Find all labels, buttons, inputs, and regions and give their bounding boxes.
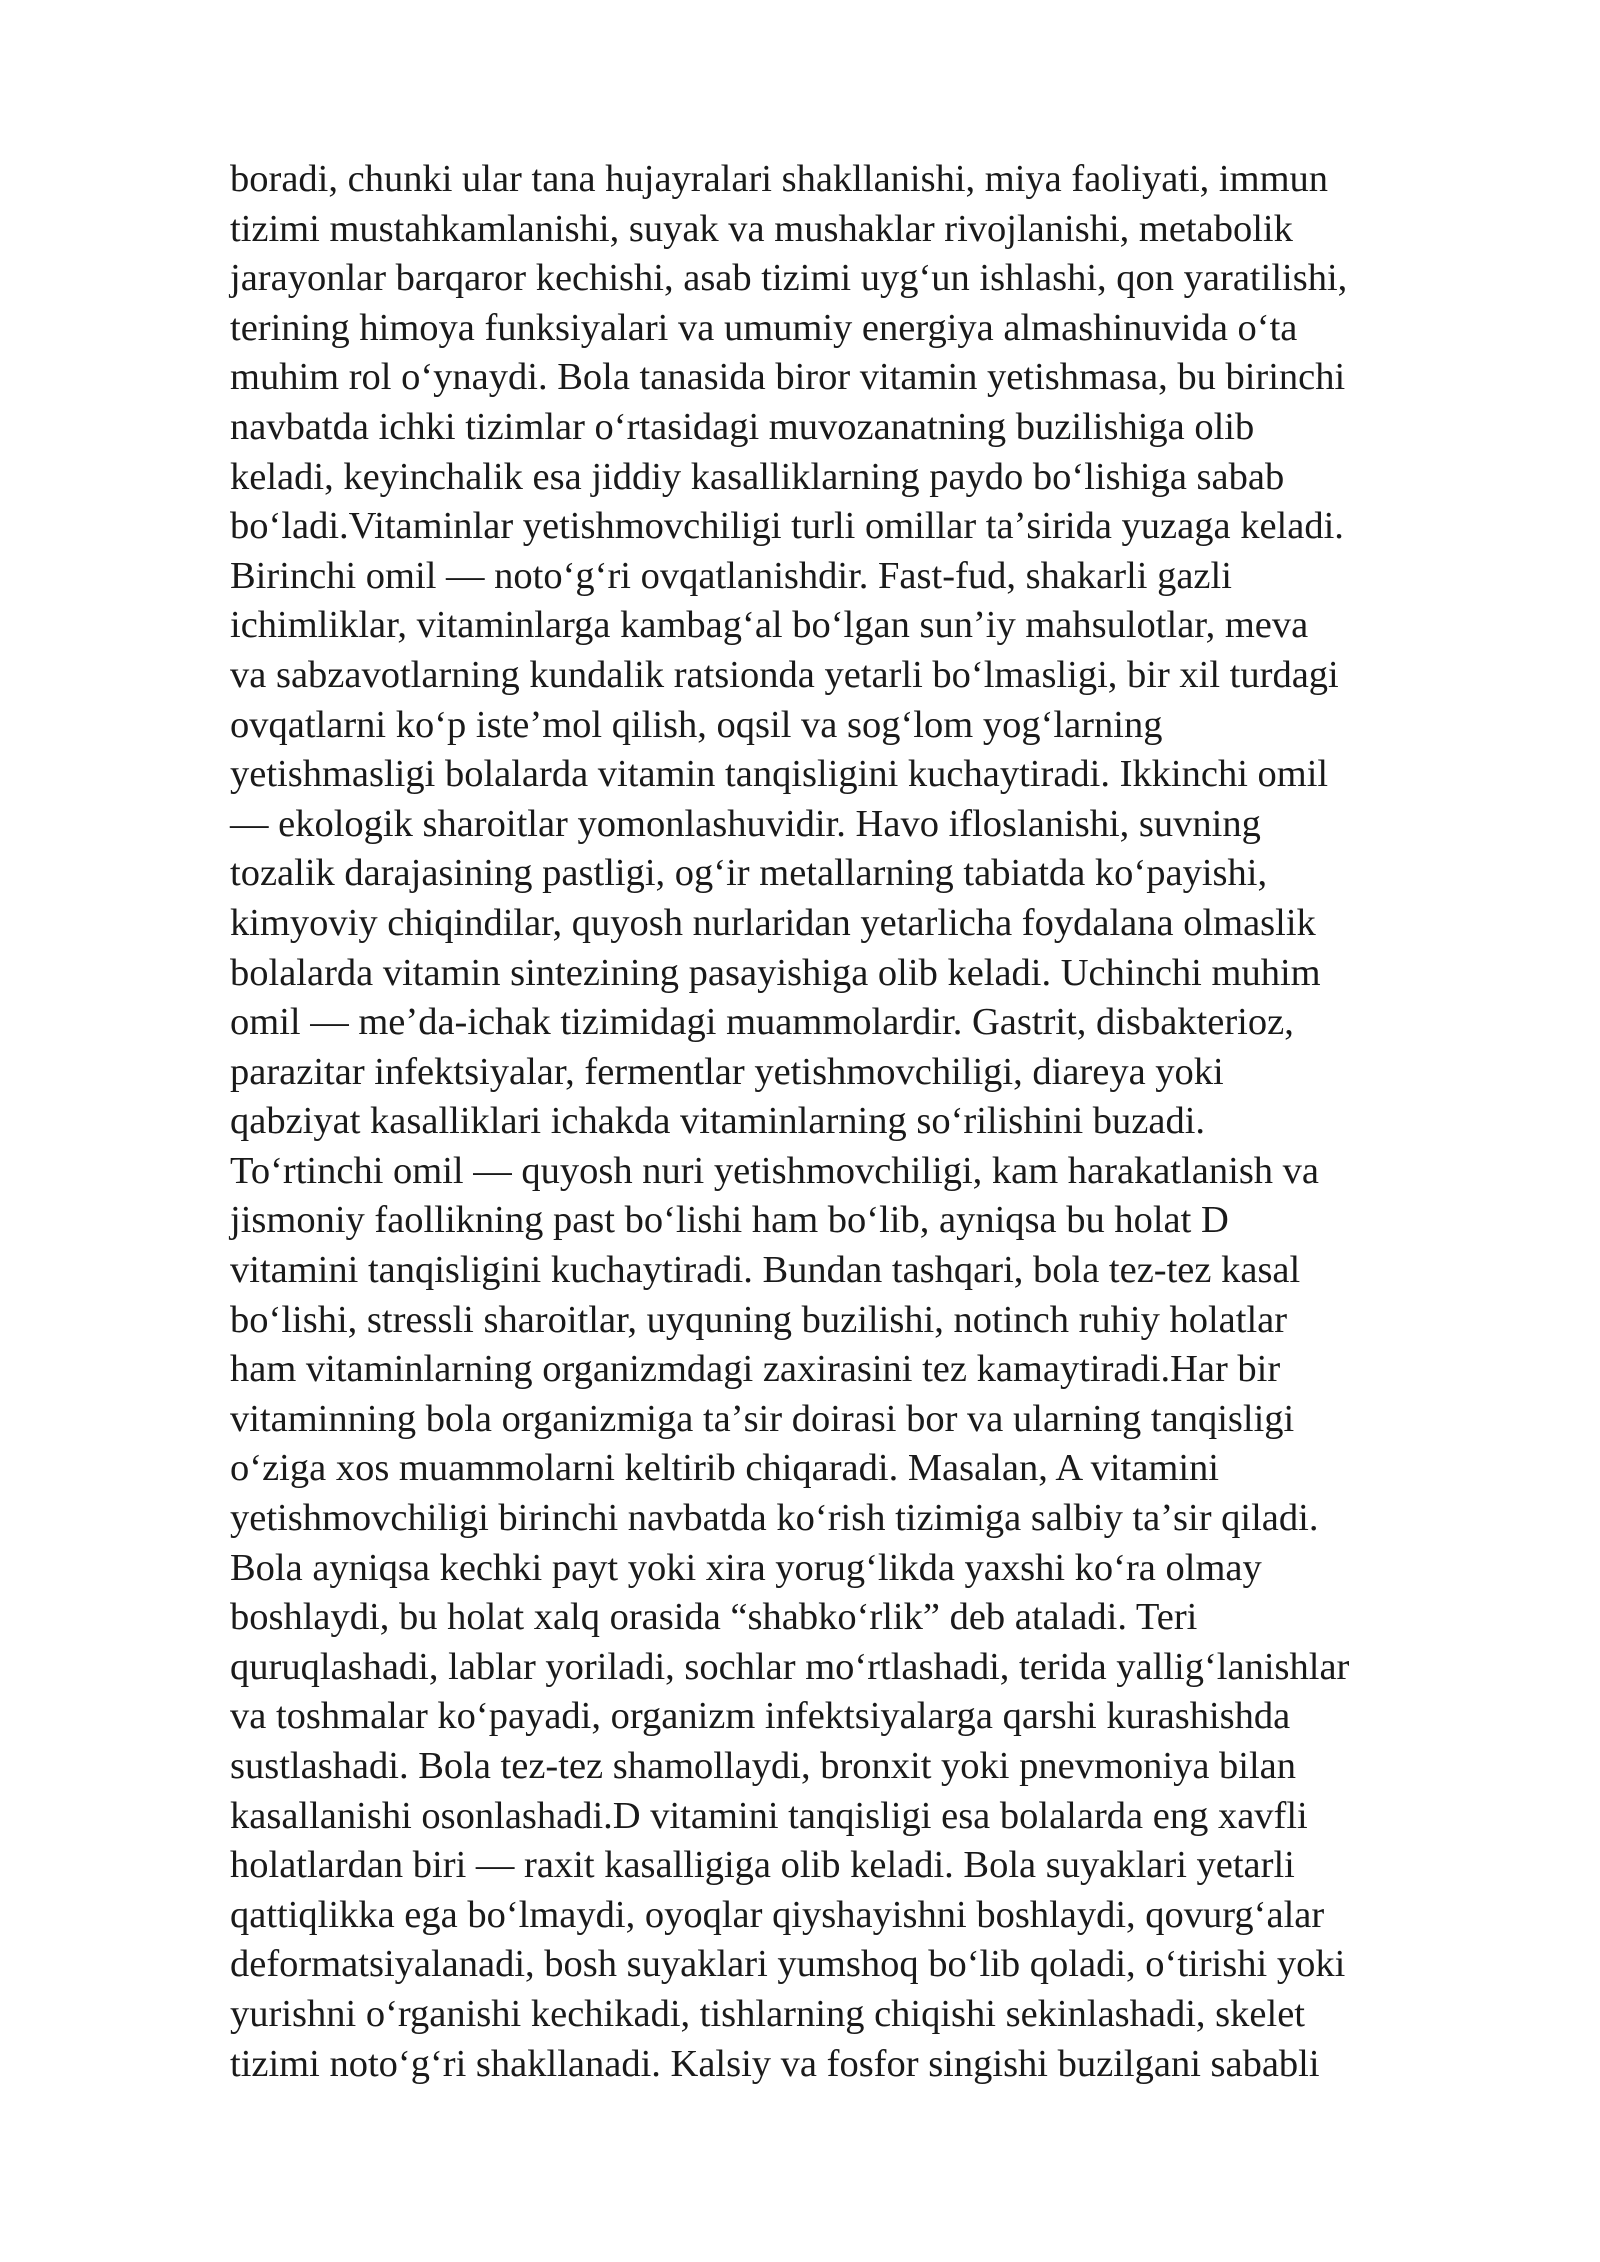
text-line: tizimi mustahkamlanishi, suyak va mushaklar rivojlanishi, metabolik	[230, 207, 1293, 250]
text-line: vitamini tanqisligini kuchaytiradi. Bundan tashqari, bola tez-tez kasal	[230, 1249, 1301, 1292]
text-line: omil — meʼda-ichak tizimidagi muammolardir. Gastrit, disbakterioz,	[230, 1001, 1294, 1044]
text-line: yetishmovchiligi birinchi navbatda koʻrish tizimiga salbiy taʼsir qiladi.	[230, 1497, 1319, 1540]
text-line: boʻladi.Vitaminlar yetishmovchiligi turli omillar taʼsirida yuzaga keladi.	[230, 505, 1344, 548]
text-line: Toʻrtinchi omil — quyosh nuri yetishmovchiligi, kam harakatlanish va	[230, 1149, 1320, 1192]
text-line: bolalarda vitamin sintezining pasayishiga olib keladi. Uchinchi muhim	[230, 951, 1321, 994]
text-line: qabziyat kasalliklari ichakda vitaminlarning soʻrilishini buzadi.	[230, 1100, 1206, 1143]
text-line: deformatsiyalanadi, bosh suyaklari yumshoq boʻlib qoladi, oʻtirishi yoki	[230, 1943, 1346, 1986]
text-line: Birinchi omil — notoʻgʻri ovqatlanishdir. Fast-fud, shakarli gazli	[230, 554, 1232, 597]
text-line: boshlaydi, bu holat xalq orasida “shabkoʻrlik” deb ataladi. Teri	[230, 1596, 1198, 1639]
text-line: keladi, keyinchalik esa jiddiy kasalliklarning paydo boʻlishiga sabab	[230, 455, 1285, 498]
text-line: holatlardan biri — raxit kasalligiga olib keladi. Bola suyaklari yetarli	[230, 1844, 1295, 1887]
text-line: jismoniy faollikning past boʻlishi ham boʻlib, ayniqsa bu holat D	[230, 1199, 1229, 1242]
body-text	[230, 155, 1500, 2089]
text-line: jarayonlar barqaror kechishi, asab tizimi uygʻun ishlashi, qon yaratilishi,	[230, 257, 1348, 300]
text-line: boʻlishi, stressli sharoitlar, uyquning buzilishi, notinch ruhiy holatlar	[230, 1298, 1288, 1341]
text-line: yetishmasligi bolalarda vitamin tanqisligini kuchaytiradi. Ikkinchi omil	[230, 753, 1329, 796]
text-line: ovqatlarni koʻp isteʼmol qilish, oqsil va sogʻlom yogʻlarning	[230, 703, 1163, 746]
text-line: va toshmalar koʻpayadi, organizm infektsiyalarga qarshi kurashishda	[230, 1695, 1291, 1738]
text-line: tizimi notoʻgʻri shakllanadi. Kalsiy va fosfor singishi buzilgani sababli	[230, 2042, 1320, 2085]
text-line: boradi, chunki ular tana hujayralari shakllanishi, miya faoliyati, immun	[230, 158, 1329, 200]
text-line: Bola ayniqsa kechki payt yoki xira yorugʻlikda yaxshi koʻra olmay	[230, 1546, 1262, 1589]
text-line: tozalik darajasining pastligi, ogʻir metallarning tabiatda koʻpayishi,	[230, 852, 1268, 895]
text-line: navbatda ichki tizimlar oʻrtasidagi muvozanatning buzilishiga olib	[230, 405, 1255, 448]
text-line: quruqlashadi, lablar yoriladi, sochlar moʻrtlashadi, terida yalligʻlanishlar	[230, 1645, 1350, 1688]
text-line: yurishni oʻrganishi kechikadi, tishlarning chiqishi sekinlashadi, skelet	[230, 1992, 1305, 2035]
text-line: — ekologik sharoitlar yomonlashuvidir. Havo ifloslanishi, suvning	[230, 802, 1261, 845]
text-line: kasallanishi osonlashadi.D vitamini tanqisligi esa bolalarda eng xavfli	[230, 1794, 1308, 1837]
text-line: sustlashadi. Bola tez-tez shamollaydi, bronxit yoki pnevmoniya bilan	[230, 1745, 1297, 1787]
text-line: va sabzavotlarning kundalik ratsionda yetarli boʻlmasligi, bir xil turdagi	[230, 653, 1339, 696]
text-line: parazitar infektsiyalar, fermentlar yetishmovchiligi, diareya yoki	[230, 1050, 1224, 1093]
text-line: muhim rol oʻynaydi. Bola tanasida biror vitamin yetishmasa, bu birinchi	[230, 356, 1346, 399]
text-line: qattiqlikka ega boʻlmaydi, oyoqlar qiyshayishni boshlaydi, qovurgʻalar	[230, 1893, 1325, 1936]
text-line: terining himoya funksiyalari va umumiy energiya almashinuvida oʻta	[230, 306, 1298, 349]
text-line: vitaminning bola organizmiga taʼsir doirasi bor va ularning tanqisligi	[230, 1397, 1295, 1440]
text-line: ham vitaminlarning organizmdagi zaxirasini tez kamaytiradi.Har bir	[230, 1348, 1281, 1391]
text-line: kimyoviy chiqindilar, quyosh nurlaridan yetarlicha foydalana olmaslik	[230, 901, 1316, 944]
text-line: oʻziga xos muammolarni keltirib chiqaradi. Masalan, A vitamini	[230, 1447, 1220, 1490]
text-line: ichimliklar, vitaminlarga kambagʻal boʻlgan sunʼiy mahsulotlar, meva	[230, 604, 1309, 647]
